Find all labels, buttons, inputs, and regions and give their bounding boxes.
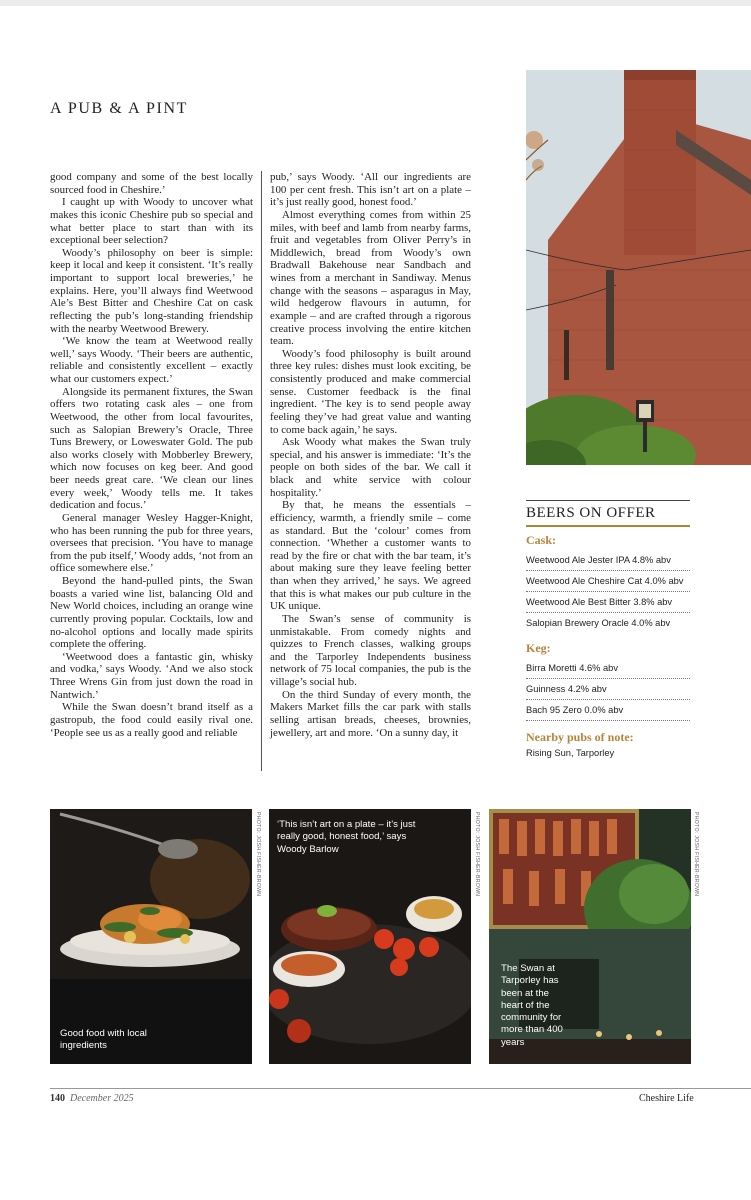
photo-credit: PHOTO: JOSH FISHER-BROWN [474,812,480,897]
page-top-edge [0,0,751,6]
cask-beer-item: Weetwood Ale Best Bitter 3.8% abv [526,592,690,613]
sidebar-gold-rule [526,525,690,527]
issue-date: December 2025 [70,1093,134,1104]
footer-rule [50,1088,751,1089]
article-paragraph: ‘We know the team at Weetwood really well,’ says Woody. ‘Their beers are authentic, reliable and consistently excellent – exactly what our customers expect.’ [50,335,253,385]
keg-heading: Keg: [526,641,551,655]
article-paragraph: General manager Wesley Hagger-Knight, who has been running the pub for three years, oversees that precision. ‘You have to manage from the pub itself,’ Woody adds, ‘not from an office somewhere else.’ [50,511,253,575]
article-paragraph: I caught up with Woody to uncover what makes this iconic Cheshire pub so special and what better place to start than with its exceptional beer selection? [50,196,253,247]
cask-beer-item: Weetwood Ale Jester IPA 4.8% abv [526,550,690,571]
page-number: 140 [50,1093,65,1104]
article-paragraph: Beyond the hand-pulled pints, the Swan boasts a varied wine list, balancing Old and New World choices, including an orange wine currently proving popular. Cocktails, low and no-alcohol options and locally made spirits complete the offering. [50,575,253,651]
article-paragraph: The Swan’s sense of community is unmistakable. From comedy nights and quizzes to French classes, walking groups and the Tarporley Independents business network of 75 local companies, the pub is the village’s social hub. [270,612,471,688]
column-divider [261,171,262,771]
keg-beer-item: Bach 95 Zero 0.0% abv [526,700,690,721]
article-column-2 [270,171,471,739]
section-title: A PUB & A PINT [50,100,188,117]
article-column-1 [50,171,253,739]
photo-credit: PHOTO: JOSH FISHER-BROWN [255,812,261,897]
magazine-name: Cheshire Life [639,1093,694,1104]
article-paragraph: ‘Weetwood does a fantastic gin, whisky and vodka,’ says Woody. ‘And we also stock Three Wrens Gin from just down the road in Nantwich.’ [50,650,253,701]
food-caption: Good food with local ingredients [60,1028,147,1052]
article-paragraph: On the third Sunday of every month, the Makers Market fills the car park with stalls selling artisan breads, cheeses, brownies, jewellery, art and more. ‘On a sunny day, it [270,688,471,739]
pub-exterior-photo [526,70,751,465]
steak-caption: ‘This isn’t art on a plate – it’s just really good, honest food,’ says Woody Barlow [277,819,416,855]
article-paragraph: pub,’ says Woody. ‘All our ingredients are 100 per cent fresh. This isn’t art on a plate – it’s just really good, honest food.’ [270,171,471,209]
sidebar-title: BEERS ON OFFER [526,505,656,521]
article-paragraph: By that, he means the essentials – efficiency, warmth, a friendly smile – come as standard. But the ‘colour’ comes from connection. ‘Whether a customer wants to read by the fire or chat with the bar team, it’s about making sure they leave feeling better than when they arrived,’ he says. We agreed that this is what makes our pub culture in the UK unique. [270,499,471,613]
nearby-pub-item: Rising Sun, Tarporley [526,748,615,758]
pub-exterior-illustration [526,70,751,465]
cask-beer-item: Weetwood Ale Cheshire Cat 4.0% abv [526,571,690,592]
article-paragraph: Woody’s philosophy on beer is simple: keep it local and keep it consistent. ‘It’s really important to support local breweries,’ he explains. Here, you’ll always find Weetwood Ale’s Best Bitter and Cheshire Cat on cask reflecting the pub’s long-standing friendship with the nearby Weetwood Brewery. [50,246,253,335]
cask-beer-item: Salopian Brewery Oracle 4.0% abv [526,618,671,628]
photo-credit: PHOTO: JOSH FISHER-BROWN [693,812,699,897]
food-illustration [50,809,252,1064]
article-paragraph: good company and some of the best locally sourced food in Cheshire.’ [50,171,253,196]
steak-photo [269,809,471,1064]
article-paragraph: Alongside its permanent fixtures, the Swan offers two rotating cask ales – one from Weetwood, the other from local favourites, such as Salopian Brewery’s Oracle, Three Tuns Brewery, or Loweswater Gold. The pub also works closely with Mobberley Brewery, which now focuses on keg beer. And good beer needs great care. ‘We clean our lines every week,’ Woody tells me. It takes dedication and focus.’ [50,385,253,512]
nearby-heading: Nearby pubs of note: [526,730,634,744]
cask-heading: Cask: [526,533,557,547]
beers-on-offer-box [526,500,690,763]
interior-caption: The Swan at Tarporley has been at the heart of the community for more than 400 years [501,963,563,1048]
article-paragraph: Ask Woody what makes the Swan truly special, and his answer is immediate: ‘It’s the people on both sides of the bar. We call it black and white service with colour hospitality.’ [270,436,471,499]
keg-beer-item: Birra Moretti 4.6% abv [526,658,690,679]
sidebar-top-rule [526,500,690,501]
article-paragraph: Almost everything comes from within 25 miles, with beef and lamb from nearby farms, fruit and vegetables from Oliver Perry’s in Middlewich, bread from Woody’s own Bradwall Bakehouse near Sandbach and wines from a merchant in Sandiway. Menus change with the seasons – asparagus in May, wild hedgerow flavours in autumn, for example – and are crafted through a rigorous creative process involving the entire kitchen team. [270,208,471,348]
interior-photo [489,809,691,1064]
article-paragraph: While the Swan doesn’t brand itself as a gastropub, the food could easily rival one. ‘People see us as a really good and reliable [50,701,253,739]
food-photo [50,809,252,1064]
keg-beer-item: Guinness 4.2% abv [526,679,690,700]
article-paragraph: Woody’s food philosophy is built around three key rules: dishes must look exciting, be consistently produced and make commercial sense. Customer feedback is the final ingredient. ‘The key is to send people away feeling they’ve had great value and wanting to come back again,’ he says. [270,347,471,436]
